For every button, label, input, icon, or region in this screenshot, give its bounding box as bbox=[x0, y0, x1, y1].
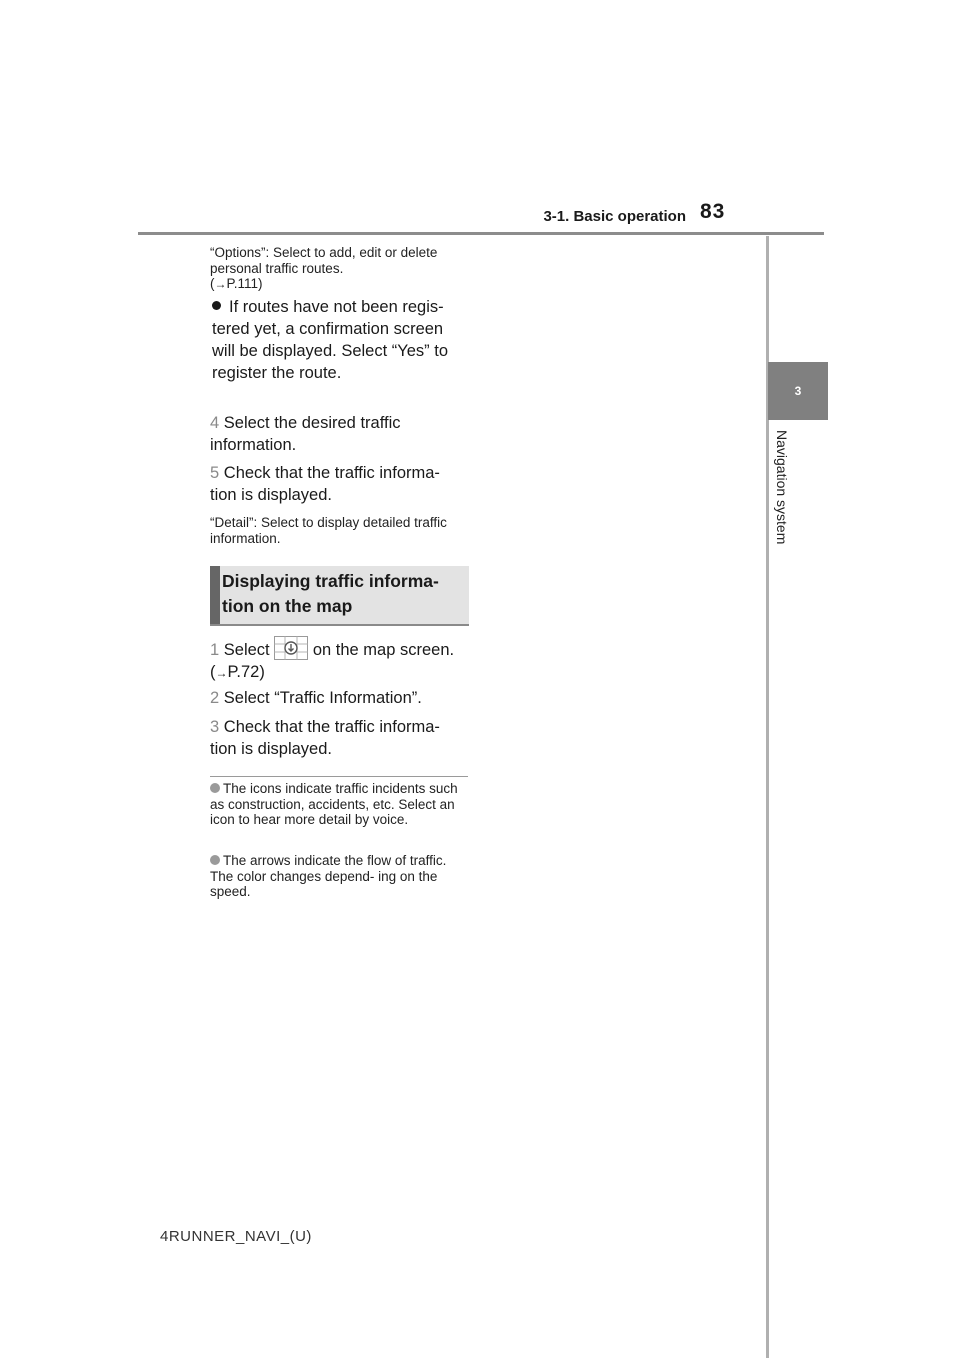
step-ref: P.72) bbox=[227, 663, 265, 681]
options-ref-open: ( bbox=[210, 276, 215, 291]
page-number: 83 bbox=[700, 200, 726, 223]
arrow-right-icon: → bbox=[214, 277, 227, 291]
step-text: Select “Traffic Information”. bbox=[223, 689, 422, 707]
step-number: 2 bbox=[210, 689, 220, 707]
options-note-text: “Options”: Select to add, edit or delete personal traffic routes. bbox=[210, 245, 438, 276]
step-4 bbox=[210, 412, 470, 456]
detail-note: “Detail”: Select to display detailed traffic information. bbox=[210, 515, 447, 546]
step-text: Check that the traffic informa- tion is displayed. bbox=[210, 464, 440, 504]
info-divider bbox=[210, 776, 468, 777]
header-divider bbox=[138, 232, 824, 235]
step-2 bbox=[210, 687, 470, 709]
step-1 bbox=[210, 636, 470, 684]
heading-accent-bar bbox=[210, 566, 220, 624]
arrow-right-icon: → bbox=[215, 666, 228, 680]
map-menu-icon bbox=[274, 636, 308, 660]
chapter-label: Navigation system bbox=[774, 430, 790, 545]
info-text: The arrows indicate the flow of traffic. The color changes depend- ing on the speed. bbox=[210, 853, 447, 899]
section-title: 3-1. Basic operation bbox=[543, 208, 686, 225]
step-text: Check that the traffic informa- tion is displayed. bbox=[210, 718, 440, 758]
chapter-tab bbox=[768, 362, 828, 420]
info-text: The icons indicate traffic incidents such as construction, accidents, etc. Select an icon to hear more detail by voice. bbox=[210, 781, 458, 827]
bullet-item bbox=[212, 296, 470, 384]
info-item bbox=[210, 853, 472, 900]
chapter-number: 3 bbox=[794, 384, 802, 398]
footer-code: 4RUNNER_NAVI_(U) bbox=[160, 1228, 312, 1245]
step-text: Select the desired traffic information. bbox=[210, 414, 401, 454]
circle-bullet-icon bbox=[210, 855, 220, 865]
bullet-dot-icon bbox=[212, 301, 221, 310]
options-note bbox=[210, 245, 470, 293]
step-number: 5 bbox=[210, 464, 220, 482]
step-5 bbox=[210, 462, 470, 506]
section-heading: Displaying traffic informa- tion on the map bbox=[222, 571, 439, 616]
step-number: 3 bbox=[210, 718, 220, 736]
step-3 bbox=[210, 716, 470, 760]
step-number: 1 bbox=[210, 641, 220, 659]
info-item bbox=[210, 781, 472, 828]
circle-bullet-icon bbox=[210, 783, 220, 793]
step-number: 4 bbox=[210, 414, 220, 432]
options-ref: P.111) bbox=[226, 276, 263, 291]
section-heading-box bbox=[210, 566, 469, 626]
bullet-text: If routes have not been regis- tered yet, a confirmation screen will be displayed. Select “Yes” to register the route. bbox=[212, 298, 449, 382]
step-text-pre: Select bbox=[223, 641, 270, 659]
step-text-post: on the map screen. ( bbox=[210, 641, 455, 681]
